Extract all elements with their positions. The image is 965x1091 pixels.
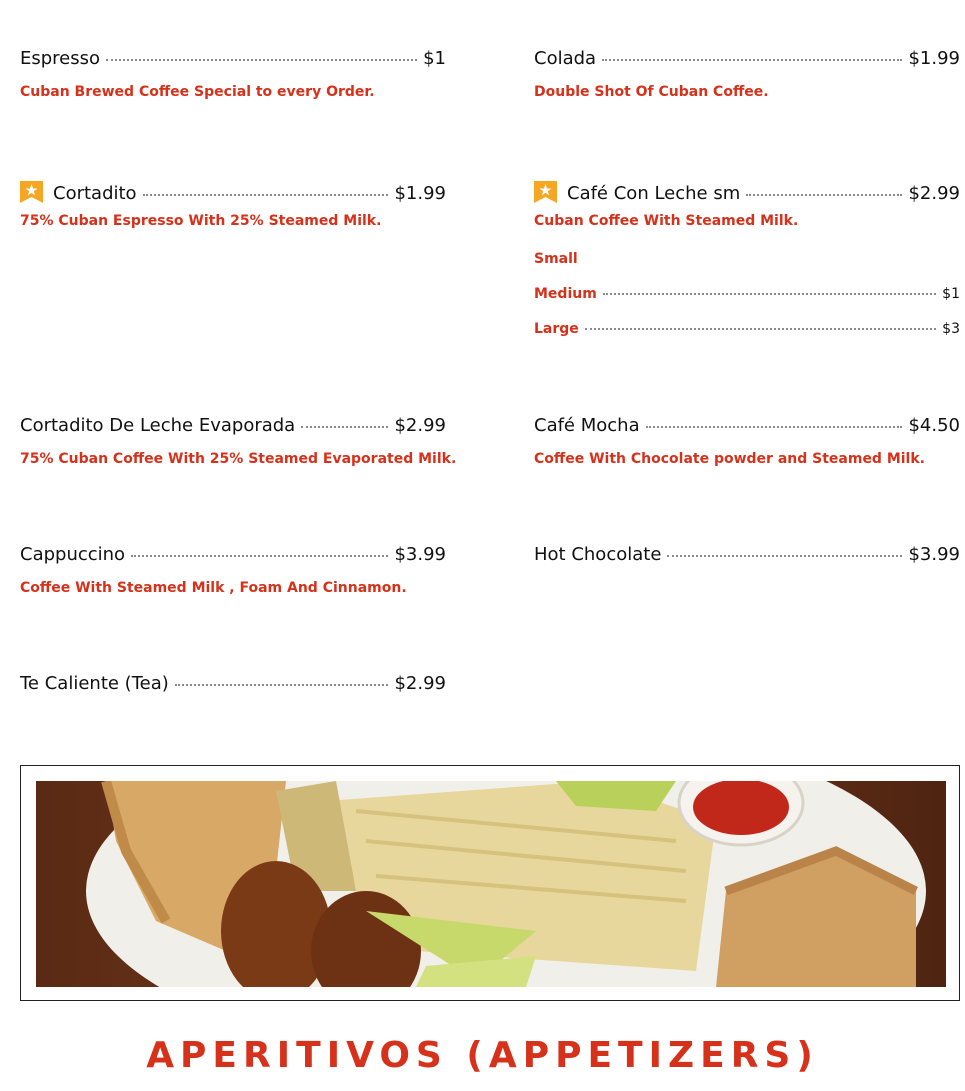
item-price: $2.99	[394, 415, 446, 436]
menu-item-espresso[interactable]	[20, 48, 446, 100]
dot-leader	[667, 553, 902, 557]
item-name: Cortadito	[53, 183, 137, 204]
item-price: $2.99	[908, 183, 960, 204]
size-label: Large	[534, 321, 579, 337]
size-options	[534, 251, 960, 341]
item-name: Cortadito De Leche Evaporada	[20, 415, 296, 436]
item-price: $1.99	[394, 183, 446, 204]
size-price: $1	[942, 286, 960, 302]
item-price: $2.99	[394, 673, 446, 694]
menu-item-hot-chocolate[interactable]	[534, 544, 960, 568]
appetizers-banner	[20, 765, 960, 1001]
item-name: Hot Chocolate	[534, 544, 662, 565]
item-name: Café Mocha	[534, 415, 640, 436]
item-description: Cuban Brewed Coffee Special to every Order.	[20, 84, 375, 100]
item-name: Cappuccino	[20, 544, 126, 565]
dot-leader	[175, 682, 389, 686]
dot-leader	[301, 424, 388, 428]
item-description: Cuban Coffee With Steamed Milk.	[534, 213, 799, 229]
item-description: Coffee With Steamed Milk , Foam And Cinnamon.	[20, 580, 407, 596]
item-name: Colada	[534, 48, 597, 69]
dot-leader	[602, 57, 902, 61]
menu-item-colada[interactable]	[534, 48, 960, 100]
dot-leader	[143, 192, 389, 196]
item-price: $1.99	[908, 48, 960, 69]
size-option-large[interactable]	[534, 321, 960, 341]
item-description: Double Shot Of Cuban Coffee.	[534, 84, 769, 100]
dot-leader	[106, 57, 417, 61]
menu-item-cappuccino[interactable]	[20, 544, 446, 596]
dot-leader	[646, 424, 903, 428]
menu-item-te-caliente[interactable]	[20, 673, 446, 697]
item-description: 75% Cuban Coffee With 25% Steamed Evaporated Milk.	[20, 451, 457, 467]
size-price: $3	[942, 321, 960, 337]
size-option-medium[interactable]	[534, 286, 960, 306]
item-price: $4.50	[908, 415, 960, 436]
menu-item-cafe-con-leche[interactable]	[534, 177, 960, 341]
item-name: Café Con Leche sm	[567, 183, 741, 204]
star-badge-icon	[20, 181, 43, 203]
dot-leader	[746, 192, 902, 196]
item-price: $3.99	[394, 544, 446, 565]
appetizer-plate-image	[36, 781, 946, 987]
item-name: Te Caliente (Tea)	[20, 673, 169, 694]
size-option-small[interactable]	[534, 251, 960, 271]
item-name: Espresso	[20, 48, 101, 69]
menu-item-cortadito[interactable]	[20, 177, 446, 229]
item-description: Coffee With Chocolate powder and Steamed Milk.	[534, 451, 925, 467]
dot-leader	[585, 328, 936, 330]
dot-leader	[603, 293, 936, 295]
size-label: Small	[534, 251, 578, 267]
dot-leader	[131, 553, 388, 557]
menu-item-cortadito-de-leche-evaporada[interactable]	[20, 415, 457, 467]
item-price: $3.99	[908, 544, 960, 565]
size-label: Medium	[534, 286, 597, 302]
item-price: $1	[423, 48, 446, 69]
menu-item-cafe-mocha[interactable]	[534, 415, 960, 467]
section-title: APERITIVOS (APPETIZERS)	[146, 1035, 819, 1076]
item-description: 75% Cuban Espresso With 25% Steamed Milk.	[20, 213, 382, 229]
star-badge-icon	[534, 181, 557, 203]
